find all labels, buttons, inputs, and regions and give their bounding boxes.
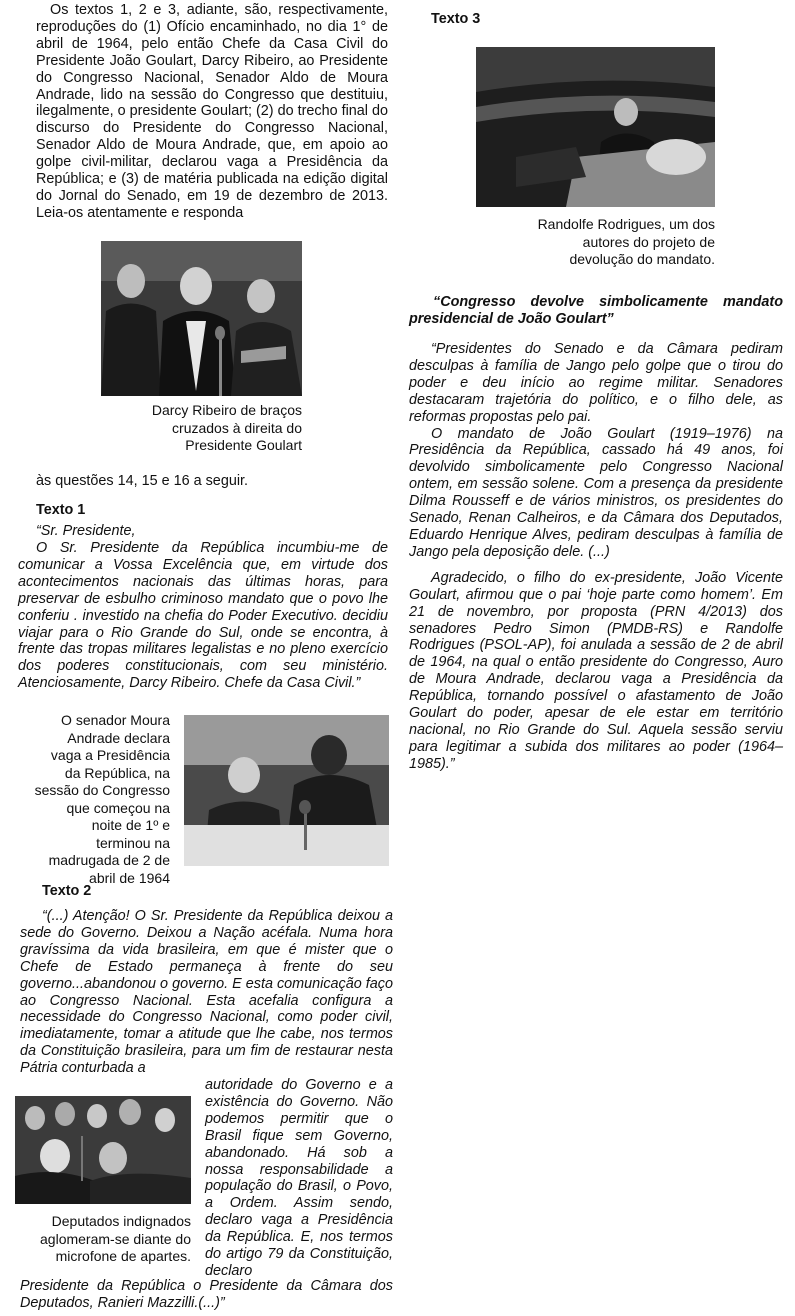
intro-continuation: às questões 14, 15 e 16 a seguir. — [36, 473, 249, 489]
photo-goulart-darcy-image — [101, 241, 302, 396]
texto1-heading: Texto 1 — [36, 502, 86, 518]
texto3-heading: Texto 3 — [431, 11, 481, 27]
photo-goulart-darcy — [101, 241, 302, 396]
photo-randolfe-image — [476, 47, 715, 207]
texto3-p2: O mandato de João Goulart (1919–1976) na Presidência da República, cassado há 49 anos, foi devolvido simbolicamente pelo Congresso Nacional ontem, em sessão solene. Com a presença da presidente Dilma Rousseff e de vários ministros, os presidentes do Senado, Renan Calheiros, e da Câmara dos Deputados, Eduardo Henrique Alves, pediram desculpas à família de Jango pela deposição dele. (...) — [409, 425, 783, 560]
texto2-body-bottom: Presidente da República o Presidente da Câmara dos Deputados, Ranieri Mazzilli.(...)” — [20, 1278, 393, 1311]
texto3-body — [409, 341, 783, 773]
photo-randolfe — [476, 47, 715, 207]
texto3-photo-caption: Randolfe Rodrigues, um dos autores do projeto de devolução do mandato. — [537, 216, 715, 267]
photo-deputados — [15, 1096, 191, 1204]
texto1-salutation: “Sr. Presidente, — [36, 523, 136, 539]
photo-moura-andrade — [184, 715, 389, 866]
photo-moura-andrade-image — [184, 715, 389, 866]
texto1-body: O Sr. Presidente da República incumbiu-me de comunicar a Vossa Excelência que, em virtude dos acontecimentos nacionais das últimas horas, para preservar de esbulho criminoso mandato que o povo lhe conferiu . investido na chefia do Poder Executivo. decidiu viajar para o Rio Grande do Sul, onde se encontra, à frente das tropas militares legalistas e no pleno exercício dos poderes constitucionais, com seu ministério. Atenciosamente, Darcy Ribeiro. Chefe da Casa Civil.” — [18, 540, 388, 692]
texto3-p3: Agradecido, o filho do ex-presidente, João Vicente Goulart, afirmou que o pai ‘hoje parte como homem’. Em 21 de novembro, por proposta (PRN 4/2013) dos senadores Pedro Simon (PMDB-RS) e Randolfe Rodrigues (PSOL-AP), foi anulada a sessão de 2 de abril de 1964, na qual o então presidente do Congresso, Auro de Moura Andrade, declarou vaga a Presidência da República, tornando possível o afastamento de João Goulart do poder, apesar de ele estar em território nacional, no Rio Grande do Sul. Aquela sessão serviu para legitimar a subida dos militares ao poder (1964–1985).” — [409, 569, 783, 772]
intro-text: Os textos 1, 2 e 3, adiante, são, respectivamente, reproduções do (1) Ofício encaminhado, no dia 1° de abril de 1964, pelo então Chefe da Casa Civil do Presidente João Goulart, Darcy Ribeiro, ao Presidente do Congresso Nacional, Senador Aldo de Moura Andrade, lido na sessão do Congresso que destituiu, ilegalmente, o presidente Goulart; (2) do trecho final do discurso do Presidente do Congresso Nacional, Senador Aldo de Moura Andrade, que, em apoio ao golpe civil-militar, declarou vaga a Presidência da República; e (3) de matéria publicada na edição digital do Jornal do Senado, em 19 de dezembro de 2013. Leia-os atentamente e responda — [36, 2, 388, 221]
photo2-caption: O senador Moura Andrade declara vaga a Presidência da República, na sessão do Congresso que começou na noite de 1º e terminou na madrugada de 2 de abril de 1964 — [34, 712, 170, 886]
texto3-title: “Congresso devolve simbolicamente mandato presidencial de João Goulart” — [409, 294, 783, 327]
texto2-heading: Texto 2 — [42, 883, 92, 899]
texto3-p1: “Presidentes do Senado e da Câmara pediram desculpas à família de Jango pelo golpe que o tirou do poder e deu início ao regime militar. Senadores destacaram trajetória do político, e o filho dele, as reformas propostas pelo pai. — [409, 341, 783, 425]
intro-paragraph — [36, 2, 388, 222]
texto2-body-top: “(...) Atenção! O Sr. Presidente da República deixou a sede do Governo. Deixou a Nação acéfala. Numa hora gravíssima da vida brasileira, em que é mister que o Chefe de Estado permaneça à frente do seu governo...abandonou o governo. E esta comunicação faço ao Congresso Nacional. Esta acefalia configura a necessidade do Congresso Nacional, como poder civil, imediatamente, tomar a atitude que lhe cabe, nos termos da Constituição brasileira, para um fim de restaurar nesta Pátria conturbada a — [20, 908, 393, 1077]
photo-deputados-image — [15, 1096, 191, 1204]
photo1-caption: Darcy Ribeiro de braços cruzados à direita do Presidente Goulart — [151, 402, 302, 453]
texto2-body-side: autoridade do Governo e a existência do Governo. Não podemos permitir que o Brasil fique sem Governo, abandonado. Há sob a nossa responsabilidade a população do Brasil, o Povo, a Ordem. Assim sendo, declaro vaga a Presidência da República. E, nos termos do artigo 79 da Constituição, declaro — [205, 1077, 393, 1279]
photo3-caption: Deputados indignados aglomeram-se diante do microfone de apartes. — [40, 1213, 191, 1264]
